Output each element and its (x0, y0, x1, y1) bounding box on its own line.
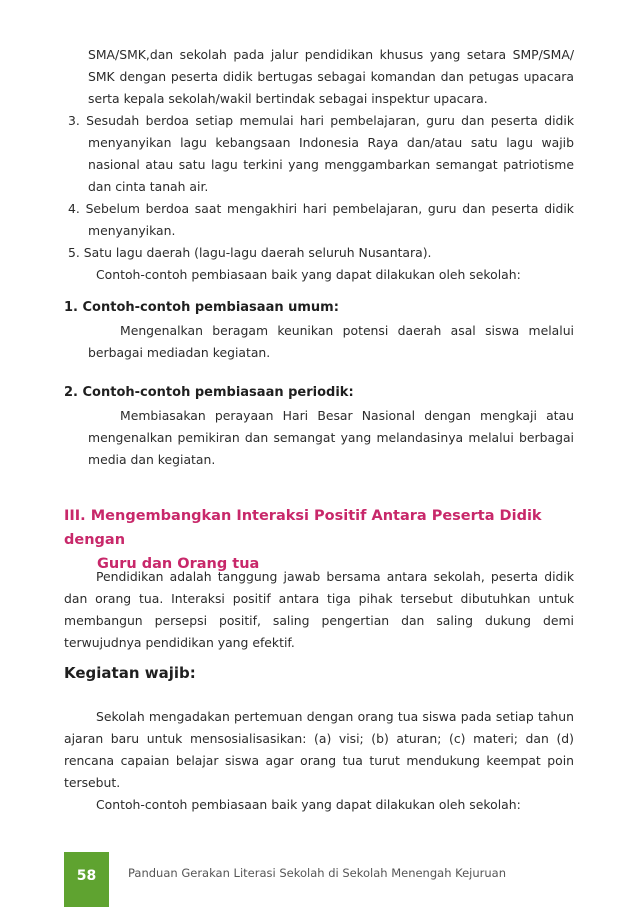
wajib-examples-intro: Contoh-contoh pembiasaan baik yang dapat dilakukan oleh sekolah: (96, 797, 521, 812)
paragraph-umum (64, 320, 574, 364)
heading-periodik: 2. Contoh-contoh pembiasaan periodik: (64, 385, 354, 400)
list-item-3: 3. Sesudah berdoa setiap memulai hari pembelajaran, guru dan peserta didik menyanyikan lagu kebangsaan Indonesia Raya dan/atau satu lagu wajib nasional atau satu lagu terkini yang menggambarkan semangat patriotisme dan cinta tanah air. (68, 113, 574, 194)
wajib-paragraph-text: Sekolah mengadakan pertemuan dengan orang tua siswa pada setiap tahun ajaran baru untuk mensosialisasikan: (a) visi; (b) aturan; (c) materi; dan (d) rencana capaian belajar siswa agar orang tua turut mendukung keempat poin tersebut. (64, 709, 574, 790)
section-paragraph (64, 566, 574, 654)
page-number: 58 (64, 852, 109, 907)
heading-kegiatan-wajib: Kegiatan wajib: (64, 664, 196, 682)
footer-title: Panduan Gerakan Literasi Sekolah di Sekolah Menengah Kejuruan (128, 866, 507, 880)
list-item-4: 4. Sebelum berdoa saat mengakhiri hari pembelajaran, guru dan peserta didik menyanyikan. (68, 201, 574, 238)
heading-umum: 1. Contoh-contoh pembiasaan umum: (64, 300, 339, 315)
section-paragraph-text: Pendidikan adalah tanggung jawab bersama antara sekolah, peserta didik dan orang tua. Interaksi positif antara tiga pihak tersebut dibutuhkan untuk membangun persepsi positif, saling pengertian dan saling dukung demi terwujudnya pendidikan yang efektif. (64, 569, 574, 650)
wajib-paragraph (64, 706, 574, 816)
section-title-line1: III. Mengembangkan Interaksi Positif Antara Peserta Didik dengan (64, 508, 542, 548)
list-item-2-continuation: SMA/SMK,dan sekolah pada jalur pendidikan khusus yang setara SMP/SMA/ SMK dengan peserta didik bertugas sebagai komandan dan petugas upacara serta kepala sekolah/wakil bertindak sebagai inspektur upacara. (88, 47, 574, 106)
section-title-line2: Guru dan Orang tua (97, 556, 260, 572)
list-item-5: 5. Satu lagu daerah (lagu-lagu daerah seluruh Nusantara). (68, 245, 432, 260)
examples-intro: Contoh-contoh pembiasaan baik yang dapat dilakukan oleh sekolah: (96, 267, 521, 282)
paragraph-umum-text: Mengenalkan beragam keunikan potensi daerah asal siswa melalui berbagai mediadan kegiatan. (88, 323, 574, 360)
list-block-top (64, 44, 574, 286)
paragraph-periodik-text: Membiasakan perayaan Hari Besar Nasional dengan mengkaji atau mengenalkan pemikiran dan semangat yang melandasinya melalui berbagai media dan kegiatan. (88, 408, 574, 467)
paragraph-periodik (64, 405, 574, 471)
